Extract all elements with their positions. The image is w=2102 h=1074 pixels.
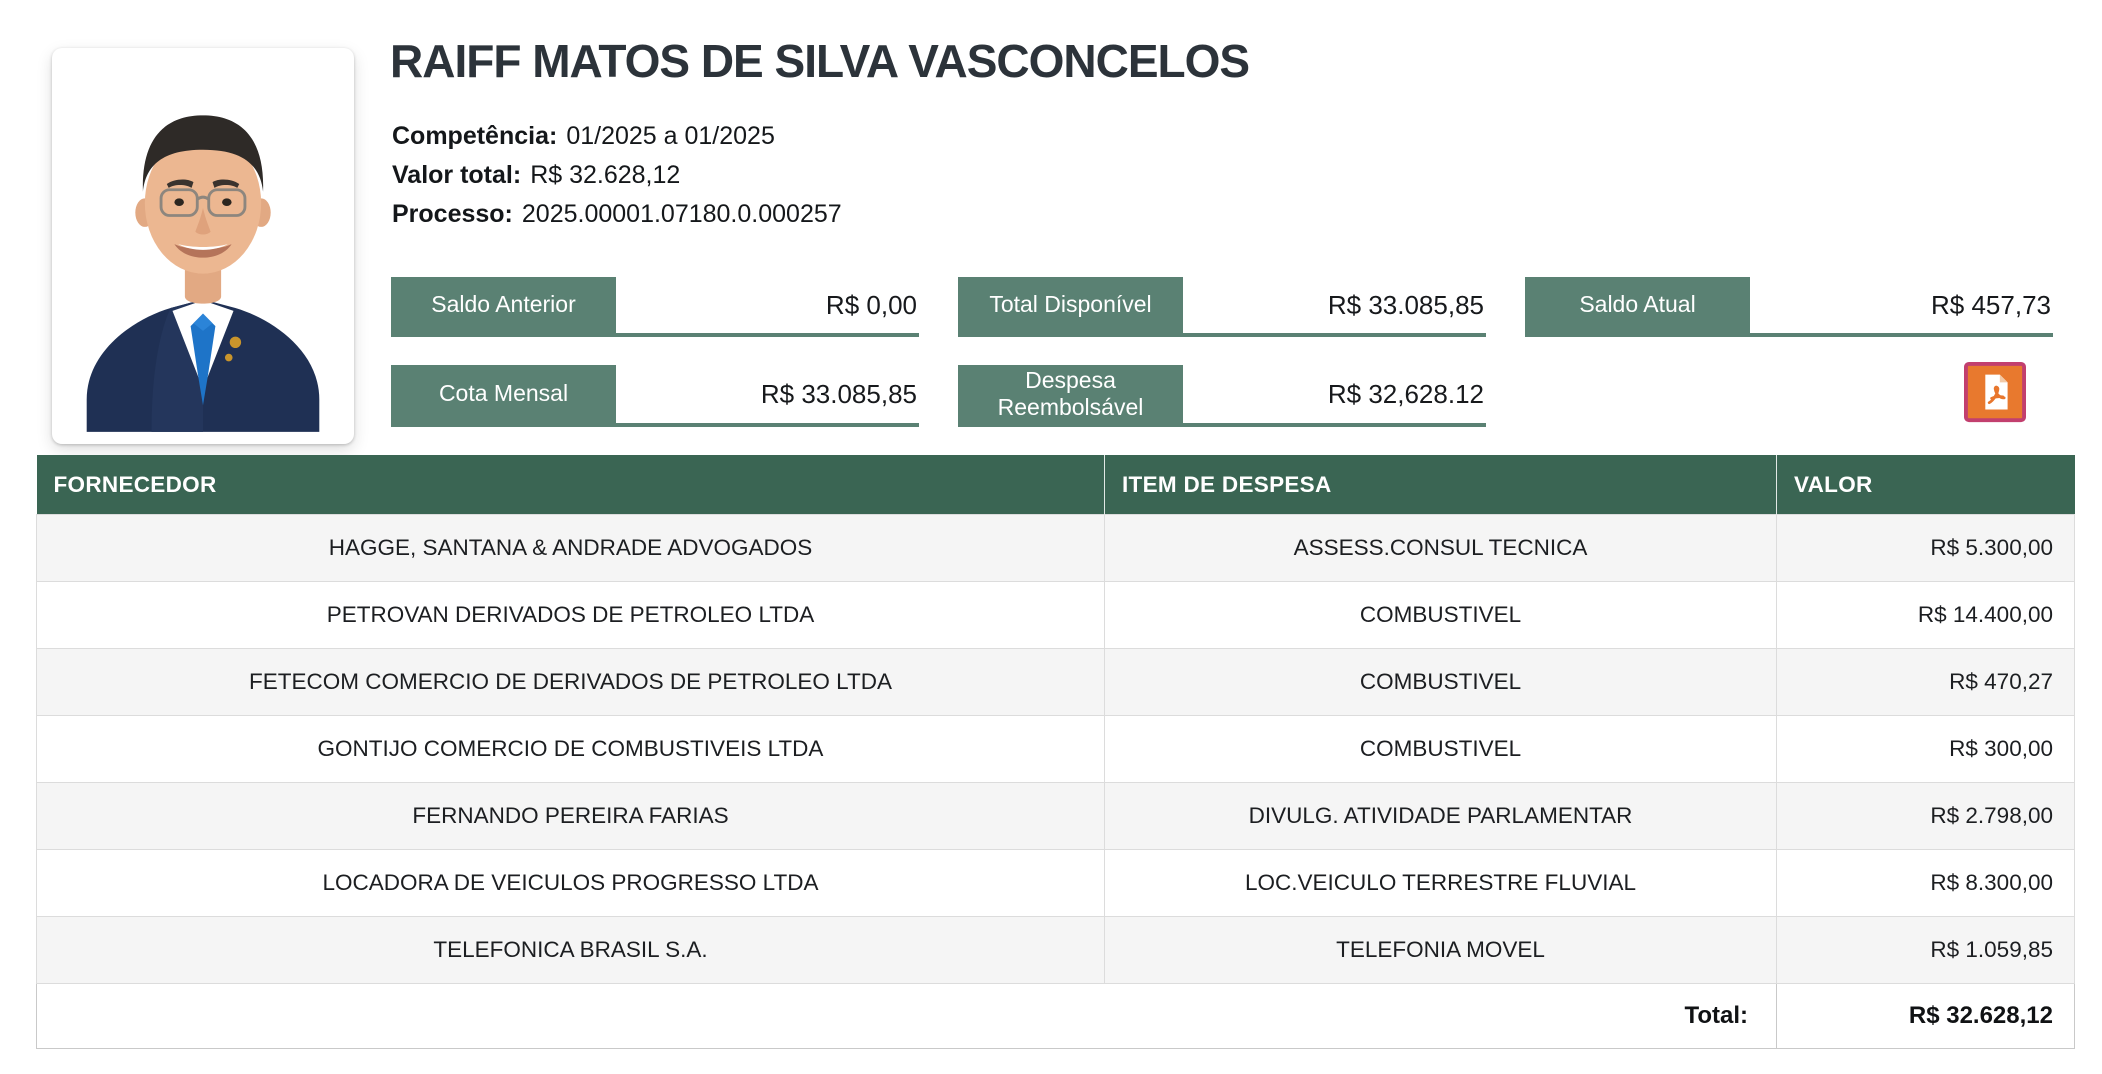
cell-fornecedor: TELEFONICA BRASIL S.A. [37, 917, 1105, 984]
cell-item: COMBUSTIVEL [1105, 716, 1777, 783]
summary-despesa-reembolsavel-label: Despesa Reembolsável [958, 365, 1183, 423]
column-header-item-de-despesa: ITEM DE DESPESA [1105, 455, 1777, 515]
table-row [37, 649, 2075, 716]
page-title: RAIFF MATOS DE SILVA VASCONCELOS [390, 35, 1250, 87]
table-row [37, 917, 2075, 984]
cell-item: ASSESS.CONSUL TECNICA [1105, 515, 1777, 582]
summary-saldo-anterior-label: Saldo Anterior [391, 277, 616, 333]
column-header-fornecedor: FORNECEDOR [37, 455, 1105, 515]
cell-fornecedor: LOCADORA DE VEICULOS PROGRESSO LTDA [37, 850, 1105, 917]
cell-fornecedor: PETROVAN DERIVADOS DE PETROLEO LTDA [37, 582, 1105, 649]
valor-total-line [392, 161, 680, 190]
summary-total-disponivel [958, 277, 1486, 337]
summary-saldo-anterior-value: R$ 0,00 [825, 289, 917, 320]
summary-despesa-reembolsavel-value: R$ 32,628.12 [1327, 378, 1484, 409]
cell-fornecedor: GONTIJO COMERCIO DE COMBUSTIVEIS LTDA [37, 716, 1105, 783]
cell-fornecedor: HAGGE, SANTANA & ANDRADE ADVOGADOS [37, 515, 1105, 582]
cell-item: TELEFONIA MOVEL [1105, 917, 1777, 984]
competencia-value: 01/2025 a 01/2025 [566, 122, 775, 150]
cell-item: LOC.VEICULO TERRESTRE FLUVIAL [1105, 850, 1777, 917]
cell-item: DIVULG. ATIVIDADE PARLAMENTAR [1105, 783, 1777, 850]
cell-valor: R$ 300,00 [1777, 716, 2075, 783]
cell-item: COMBUSTIVEL [1105, 649, 1777, 716]
deputy-photo [52, 48, 354, 444]
summary-cota-mensal-value: R$ 33.085,85 [760, 378, 917, 409]
cell-item: COMBUSTIVEL [1105, 582, 1777, 649]
expenses-table [36, 455, 2074, 1049]
pdf-download-button[interactable] [1963, 362, 2027, 424]
column-header-valor: VALOR [1777, 455, 2075, 515]
valor-total-value: R$ 32.628,12 [530, 161, 681, 189]
table-row [37, 582, 2075, 649]
table-row [37, 716, 2075, 783]
cell-valor: R$ 2.798,00 [1777, 783, 2075, 850]
total-label: Total: [37, 984, 1777, 1049]
summary-saldo-atual [1525, 277, 2053, 337]
cell-valor: R$ 1.059,85 [1777, 917, 2075, 984]
summary-cota-mensal-label: Cota Mensal [391, 365, 616, 423]
processo-label: Processo: [392, 200, 513, 228]
cell-valor: R$ 470,27 [1777, 649, 2075, 716]
cell-valor: R$ 5.300,00 [1777, 515, 2075, 582]
cell-fornecedor: FETECOM COMERCIO DE DERIVADOS DE PETROLEO LTDA [37, 649, 1105, 716]
summary-saldo-atual-value: R$ 457,73 [1931, 289, 2051, 320]
competencia-label: Competência: [392, 122, 558, 150]
summary-saldo-anterior [391, 277, 919, 337]
summary-total-disponivel-value: R$ 33.085,85 [1327, 289, 1484, 320]
table-row [37, 515, 2075, 582]
table-row [37, 783, 2075, 850]
summary-despesa-reembolsavel [958, 365, 1486, 427]
cell-valor: R$ 14.400,00 [1777, 582, 2075, 649]
total-value: R$ 32.628,12 [1777, 984, 2075, 1049]
competencia-line [392, 122, 775, 151]
pdf-file-icon [1963, 362, 2027, 424]
processo-line [392, 200, 842, 229]
table-total-row [37, 984, 2075, 1049]
summary-total-disponivel-label: Total Disponível [958, 277, 1183, 333]
summary-cota-mensal [391, 365, 919, 427]
table-row [37, 850, 2075, 917]
deputy-portrait-illustration [60, 56, 346, 436]
processo-value: 2025.00001.07180.0.000257 [521, 200, 842, 228]
summary-saldo-atual-label: Saldo Atual [1525, 277, 1750, 333]
cell-valor: R$ 8.300,00 [1777, 850, 2075, 917]
valor-total-label: Valor total: [392, 161, 522, 189]
cell-fornecedor: FERNANDO PEREIRA FARIAS [37, 783, 1105, 850]
table-header-row [37, 455, 2075, 515]
